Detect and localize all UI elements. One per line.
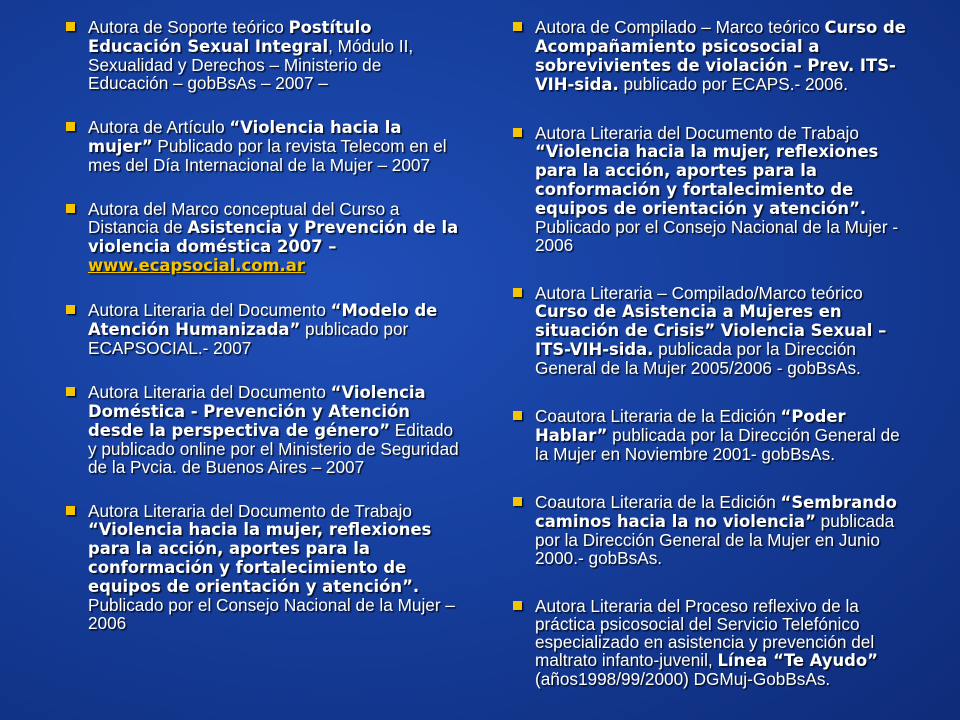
square-bullet-icon: [513, 128, 522, 137]
list-item: [513, 284, 913, 377]
item-text: Autora Literaria – Compilado/Marco teórico Curso de Asistencia a Mujeres en situación de Crisis” Violencia Sexual – ITS-VIH-sida. publicada por la Dirección General de la Mujer 2005/2006 - gobBsAs.: [535, 283, 887, 378]
list-item: [513, 493, 913, 567]
item-text: Autora del Marco conceptual del Curso a Distancia de Asistencia y Prevención de la violencia doméstica 2007 – www.ecapsocial.com.ar: [88, 199, 459, 275]
list-item: [513, 124, 913, 254]
square-bullet-icon: [513, 411, 522, 420]
item-text: Autora Literaria del Documento “Modelo de Atención Humanizada” publicado por ECAPSOCIAL.- 2007: [88, 300, 438, 358]
right-column: [513, 18, 913, 688]
square-bullet-icon: [66, 22, 75, 31]
item-text: Autora Literaria del Proceso reflexivo de la práctica psicosocial del Servicio Telefónico especializado en asistencia y prevención del maltrato infanto-juvenil, Línea “Te Ayudo” (años1998/99/2000) DGMuj-GobBsAs.: [535, 596, 878, 689]
square-bullet-icon: [513, 497, 522, 506]
list-item: [513, 407, 913, 463]
list-item: [66, 18, 466, 92]
square-bullet-icon: [66, 506, 75, 515]
list-item: [66, 200, 466, 275]
item-text: Autora de Soporte teórico Postítulo Educación Sexual Integral, Módulo II, Sexualidad y Derechos – Ministerio de Educación – gobBsAs – 2007 –: [88, 17, 414, 93]
square-bullet-icon: [513, 22, 522, 31]
square-bullet-icon: [513, 601, 522, 610]
item-text: Autora de Compilado – Marco teórico Curso de Acompañamiento psicosocial a sobrevivientes de violación – Prev. ITS-VIH-sida. publicado por ECAPS.- 2006.: [535, 17, 906, 94]
square-bullet-icon: [66, 122, 75, 131]
square-bullet-icon: [513, 288, 522, 297]
list-item: [513, 597, 913, 688]
list-item: [66, 383, 466, 476]
square-bullet-icon: [66, 387, 75, 396]
item-text: Autora Literaria del Documento de Trabajo “Violencia hacia la mujer, reflexiones para la acción, aportes para la conformación y fortalecimiento de equipos de orientación y atención”. Publicado por el Consejo Nacional de la Mujer - 2006: [535, 123, 899, 255]
ecapsocial-link[interactable]: www.ecapsocial.com.ar: [88, 256, 305, 275]
item-text: Autora Literaria del Documento de Trabajo “Violencia hacia la mujer, reflexiones para la acción, aportes para la conformación y fortalecimiento de equipos de orientación y atención”. Publicado por el Consejo Nacional de la Mujer – 2006: [88, 501, 455, 633]
list-item: [66, 502, 466, 632]
square-bullet-icon: [66, 305, 75, 314]
left-column: [66, 18, 466, 632]
list-item: [513, 18, 913, 94]
item-text: Coautora Literaria de la Edición “Sembrando caminos hacia la no violencia” publicada por la Dirección General de la Mujer en Junio 2000.- gobBsAs.: [535, 492, 897, 568]
list-item: [66, 118, 466, 174]
item-text: Autora Literaria del Documento “Violencia Doméstica - Prevención y Atención desde la perspectiva de género” Editado y publicado online por el Ministerio de Seguridad de la Pvcia. de Buenos Aires – 2007: [88, 382, 459, 477]
item-text: Autora de Artículo “Violencia hacia la mujer” Publicado por la revista Telecom en el mes del Día Internacional de la Mujer – 2007: [88, 117, 447, 175]
square-bullet-icon: [66, 204, 75, 213]
item-text: Coautora Literaria de la Edición “Poder Hablar” publicada por la Dirección General de la Mujer en Noviembre 2001- gobBsAs.: [535, 406, 900, 464]
list-item: [66, 301, 466, 357]
